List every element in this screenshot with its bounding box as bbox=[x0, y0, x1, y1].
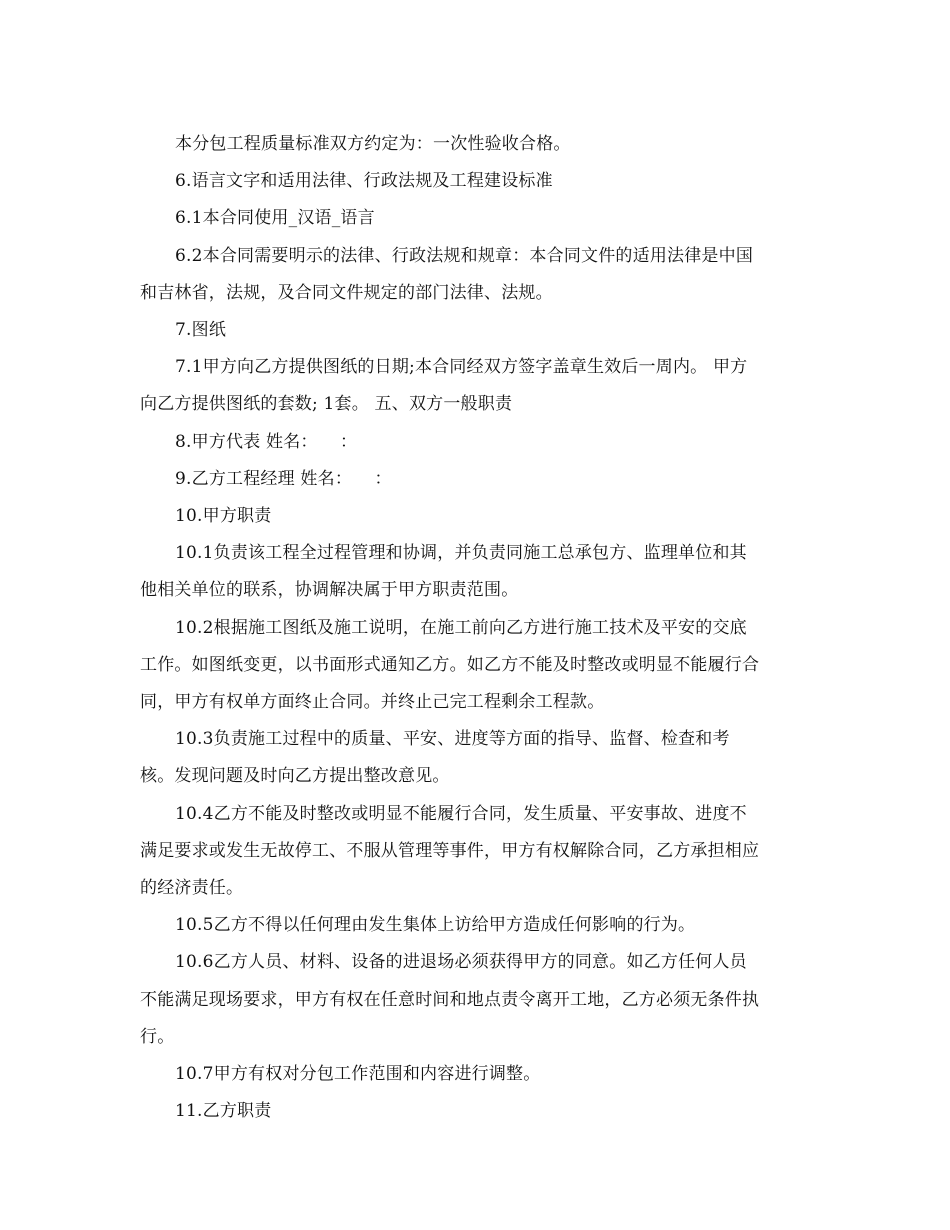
paragraph bbox=[140, 535, 812, 609]
text-line: 8.甲方代表 姓名： ： bbox=[175, 431, 358, 452]
text-line: 10.1负责该工程全过程管理和协调，并负责同施工总承包方、监理单位和其 bbox=[175, 543, 747, 564]
section-heading bbox=[140, 163, 812, 200]
text-line: 满足要求或发生无故停工、不服从管理等事件，甲方有权解除合同，乙方承担相应 bbox=[140, 840, 760, 861]
paragraph bbox=[140, 349, 812, 423]
paragraph bbox=[140, 461, 812, 498]
text-line: 6.2本合同需要明示的法律、行政法规和规章：本合同文件的适用法律是中国 bbox=[175, 245, 754, 266]
document-body bbox=[140, 126, 812, 1130]
paragraph bbox=[140, 610, 812, 722]
text-line: 的经济责任。 bbox=[140, 878, 244, 899]
text-line: 11.乙方职责 bbox=[175, 1101, 272, 1122]
text-line: 同，甲方有权单方面终止合同。并终止己完工程剩余工程款。 bbox=[140, 692, 605, 713]
section-heading bbox=[140, 312, 812, 349]
text-line: 6.1本合同使用_汉语_语言 bbox=[175, 208, 375, 229]
text-line: 9.乙方工程经理 姓名： ： bbox=[175, 468, 392, 489]
text-line: 7.1甲方向乙方提供图纸的日期;本合同经双方签字盖章生效后一周内。 甲方 bbox=[175, 357, 748, 378]
paragraph bbox=[140, 238, 812, 312]
paragraph bbox=[140, 944, 812, 1056]
paragraph bbox=[140, 424, 812, 461]
section-heading bbox=[140, 1093, 812, 1130]
text-line: 10.4乙方不能及时整改或明显不能履行合同，发生质量、平安事故、进度不 bbox=[175, 803, 747, 824]
paragraph bbox=[140, 1056, 812, 1093]
text-line: 向乙方提供图纸的套数; 1套。 五、双方一般职责 bbox=[140, 394, 513, 415]
text-line: 7.图纸 bbox=[175, 320, 227, 341]
text-line: 核。发现问题及时向乙方提出整改意见。 bbox=[140, 766, 450, 787]
text-line: 10.3负责施工过程中的质量、平安、进度等方面的指导、监督、检查和考 bbox=[175, 729, 730, 750]
text-line: 工作。如图纸变更，以书面形式通知乙方。如乙方不能及时整改或明显不能履行合 bbox=[140, 654, 760, 675]
paragraph bbox=[140, 796, 812, 908]
paragraph bbox=[140, 907, 812, 944]
text-line: 和吉林省，法规，及合同文件规定的部门法律、法规。 bbox=[140, 282, 553, 303]
text-line: 10.6乙方人员、材料、设备的进退场必须获得甲方的同意。如乙方任何人员 bbox=[175, 952, 747, 973]
text-line: 本分包工程质量标准双方约定为：一次性验收合格。 bbox=[175, 134, 571, 154]
paragraph bbox=[140, 126, 812, 163]
text-line: 10.甲方职责 bbox=[175, 506, 272, 527]
text-line: 6.语言文字和适用法律、行政法规及工程建设标准 bbox=[175, 171, 553, 192]
paragraph bbox=[140, 721, 812, 795]
text-line: 10.5乙方不得以任何理由发生集体上访给甲方造成任何影响的行为。 bbox=[175, 915, 696, 936]
paragraph bbox=[140, 200, 812, 237]
text-line: 他相关单位的联系，协调解决属于甲方职责范围。 bbox=[140, 580, 519, 601]
text-line: 行。 bbox=[140, 1026, 175, 1047]
text-line: 10.2根据施工图纸及施工说明，在施工前向乙方进行施工技术及平安的交底 bbox=[175, 617, 747, 638]
text-line: 10.7甲方有权对分包工作范围和内容进行调整。 bbox=[175, 1064, 541, 1085]
text-line: 不能满足现场要求，甲方有权在任意时间和地点责令离开工地，乙方必须无条件执 bbox=[140, 989, 760, 1010]
section-heading bbox=[140, 498, 812, 535]
